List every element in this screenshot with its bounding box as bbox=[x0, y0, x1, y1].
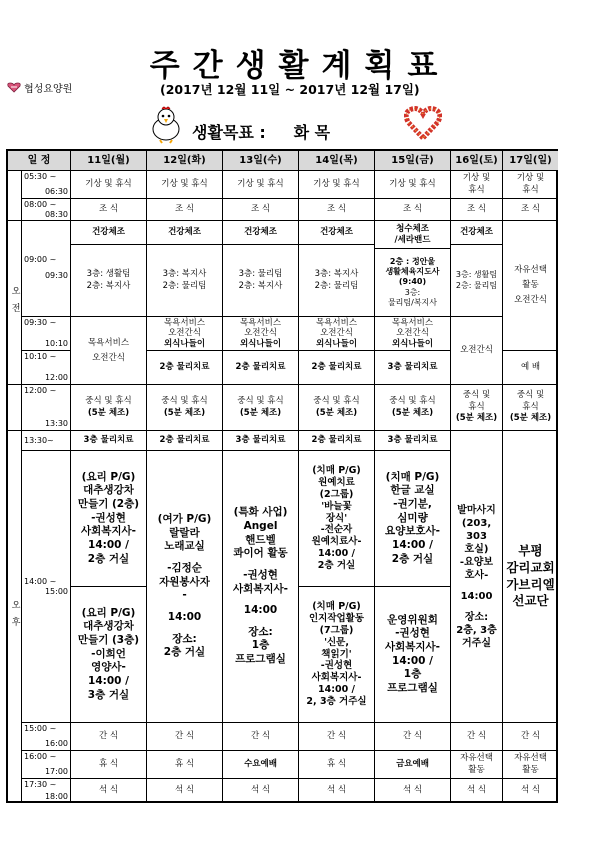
cell-service-wed: 목욕서비스 오전간식 외식나들이 bbox=[223, 317, 299, 351]
cell-snack-pm-sat: 간 식 bbox=[451, 723, 503, 751]
cell-exercise-detail-tue: 3층: 복지사 2층: 물리팀 bbox=[147, 245, 223, 317]
cell-program-fri-top: (치매 P/G) 한글 교실 -권기분, 심미량 요양보호사- 14:00 / 2층 거실 bbox=[375, 451, 451, 587]
cell-pt-am-thu: 2층 물리치료 bbox=[299, 351, 375, 385]
header-day-sun: 17일(일) bbox=[503, 151, 558, 171]
cell-worship-wed: 수요예배 bbox=[223, 751, 299, 779]
time-slot-1330: 13:30~ bbox=[22, 431, 71, 451]
cell-free-activity-sun: 자유선택 활동 bbox=[503, 751, 558, 779]
cell-exercise-title-tue: 건강체조 bbox=[147, 221, 223, 245]
cell-wake-tue: 기상 및 휴식 bbox=[147, 171, 223, 199]
weekly-schedule-table bbox=[6, 149, 558, 803]
cell-snack-tue: 간 식 bbox=[147, 723, 223, 751]
cell-snack-fri: 간 식 bbox=[375, 723, 451, 751]
cell-exercise-title-sat: 건강체조 bbox=[451, 221, 503, 245]
cell-pt-pm-wed: 3층 물리치료 bbox=[223, 431, 299, 451]
cell-program-sun: 부평 감리교회 가브리엘 선교단 bbox=[503, 431, 558, 723]
cell-dinner-thu: 석 식 bbox=[299, 779, 375, 803]
time-slot-1200: 12:00 ~ 13:30 bbox=[22, 385, 71, 431]
flower-heart-icon bbox=[404, 104, 442, 142]
cell-wake-wed: 기상 및 휴식 bbox=[223, 171, 299, 199]
cell-service-mon: 목욕서비스 오전간식 bbox=[71, 317, 147, 385]
cell-lunch-sat: 중식 및 휴식 (5분 체조) bbox=[451, 385, 503, 431]
cell-lunch-sun: 중식 및 휴식 (5분 체조) bbox=[503, 385, 558, 431]
cell-breakfast-sun: 조 식 bbox=[503, 199, 558, 221]
page-title: 주간생활계획표 bbox=[149, 48, 451, 84]
cell-pt-pm-tue: 2층 물리치료 bbox=[147, 431, 223, 451]
cell-pt-pm-mon: 3층 물리치료 bbox=[71, 431, 147, 451]
cell-lunch-tue: 중식 및 휴식 (5분 체조) bbox=[147, 385, 223, 431]
heart-logo-icon bbox=[7, 82, 21, 93]
cell-pt-pm-fri: 3층 물리치료 bbox=[375, 431, 451, 451]
cell-pt-pm-thu: 2층 물리치료 bbox=[299, 431, 375, 451]
cell-dinner-wed: 석 식 bbox=[223, 779, 299, 803]
center-name-text: 협성요양원 bbox=[24, 84, 73, 95]
cell-exercise-title-mon: 건강체조 bbox=[71, 221, 147, 245]
section-blank-top bbox=[8, 171, 22, 221]
cell-service-thu: 목욕서비스 오전간식 외식나들이 bbox=[299, 317, 375, 351]
cell-program-tue: (여가 P/G) 랄랄라 노래교실 -김정순 자원봉사자 - 14:00 장소: 2층 거실 bbox=[147, 451, 223, 723]
cell-breakfast-mon: 조 식 bbox=[71, 199, 147, 221]
time-slot-1500: 15:00 ~ 16:00 bbox=[22, 723, 71, 751]
cell-rest-thu: 휴 식 bbox=[299, 751, 375, 779]
header-day-sat: 16일(토) bbox=[451, 151, 503, 171]
cell-program-mon-top: (요리 P/G) 대추생강차 만들기 (2층) -권성현 사회복지사- 14:00 / 2층 거실 bbox=[71, 451, 147, 587]
cell-wake-sun: 기상 및 휴식 bbox=[503, 171, 558, 199]
cell-worship-sun: 예 배 bbox=[503, 351, 558, 385]
cell-exercise-detail-wed: 3층: 물리팀 2층: 복지사 bbox=[223, 245, 299, 317]
cell-wake-fri: 기상 및 휴식 bbox=[375, 171, 451, 199]
cell-dinner-tue: 석 식 bbox=[147, 779, 223, 803]
cell-breakfast-sat: 조 식 bbox=[451, 199, 503, 221]
cell-snack-thu: 간 식 bbox=[299, 723, 375, 751]
cell-exercise-title-wed: 건강체조 bbox=[223, 221, 299, 245]
cell-snack-sat: 오전간식 bbox=[451, 317, 503, 385]
header-day-wed: 13일(수) bbox=[223, 151, 299, 171]
cell-breakfast-thu: 조 식 bbox=[299, 199, 375, 221]
header-day-tue: 12일(화) bbox=[147, 151, 223, 171]
cell-wake-mon: 기상 및 휴식 bbox=[71, 171, 147, 199]
cell-breakfast-fri: 조 식 bbox=[375, 199, 451, 221]
time-slot-0900: 09:00 ~ 09:30 bbox=[22, 221, 71, 317]
cell-pt-am-fri: 3층 물리치료 bbox=[375, 351, 451, 385]
cell-program-fri-bottom: 운영위원회 -권성현 사회복지사- 14:00 / 1층 프로그램실 bbox=[375, 587, 451, 723]
cell-snack-wed: 간 식 bbox=[223, 723, 299, 751]
cell-program-sat: 발마사지 (203, 303 호실) -요양보 호사- 14:00 장소: 2층, 3층 거주실 bbox=[451, 431, 503, 723]
life-goal bbox=[192, 120, 330, 143]
goal-label: 생활목표 : bbox=[192, 123, 266, 142]
cell-breakfast-wed: 조 식 bbox=[223, 199, 299, 221]
cell-free-activity-sat: 자유선택 활동 bbox=[451, 751, 503, 779]
cell-worship-fri: 금요예배 bbox=[375, 751, 451, 779]
cell-snack-mon: 간 식 bbox=[71, 723, 147, 751]
cell-exercise-detail-sat: 3층: 생활팀 2층: 물리팀 bbox=[451, 245, 503, 317]
cell-breakfast-tue: 조 식 bbox=[147, 199, 223, 221]
cell-pt-am-tue: 2층 물리치료 bbox=[147, 351, 223, 385]
cell-rest-mon: 휴 식 bbox=[71, 751, 147, 779]
section-morning bbox=[8, 221, 22, 385]
cell-exercise-detail-fri: 2층 : 정안울 생활체육지도사 (9:40) 3층: 물리팀/복지사 bbox=[375, 249, 451, 317]
time-slot-0930: 09:30 ~ 10:10 bbox=[22, 317, 71, 351]
cell-exercise-detail-mon: 3층: 생활팀 2층: 복지사 bbox=[71, 245, 147, 317]
cell-pt-am-wed: 2층 물리치료 bbox=[223, 351, 299, 385]
time-slot-1010: 10:10 ~ 12:00 bbox=[22, 351, 71, 385]
date-range: (2017년 12월 11일 ~ 2017년 12월 17일) bbox=[160, 82, 420, 97]
header-day-thu: 14일(목) bbox=[299, 151, 375, 171]
cell-dinner-mon: 석 식 bbox=[71, 779, 147, 803]
cell-exercise-title-fri: 청수체조 /세라밴드 bbox=[375, 221, 451, 249]
header-schedule: 일 정 bbox=[8, 151, 71, 171]
goal-value: 화 목 bbox=[293, 123, 331, 142]
cell-program-thu-bottom: (치매 P/G) 인지작업활동 (7그룹) '신문, 책읽기' -권성현 사회복지사- 14:00 / 2, 3층 거주실 bbox=[299, 587, 375, 723]
cell-dinner-sat: 석 식 bbox=[451, 779, 503, 803]
cell-rest-tue: 휴 식 bbox=[147, 751, 223, 779]
cell-snack-sun: 간 식 bbox=[503, 723, 558, 751]
cell-program-mon-bottom: (요리 P/G) 대추생강차 만들기 (3층) -이희언 영양사- 14:00 / 3층 거실 bbox=[71, 587, 147, 723]
cell-program-wed: (특화 사업) Angel 핸드벨 콰이어 활동 -권성현 사회복지사- 14:00 장소: 1층 프로그램실 bbox=[223, 451, 299, 723]
chicken-icon bbox=[146, 104, 186, 144]
time-slot-1730: 17:30 ~ 18:00 bbox=[22, 779, 71, 803]
cell-service-tue: 목욕서비스 오전간식 외식나들이 bbox=[147, 317, 223, 351]
time-slot-1400: 14:00 ~ 15:00 bbox=[22, 451, 71, 723]
cell-dinner-fri: 석 식 bbox=[375, 779, 451, 803]
header-day-mon: 11일(월) bbox=[71, 151, 147, 171]
cell-sunday-morning: 자유선택 활동 오전간식 bbox=[503, 221, 558, 351]
cell-lunch-mon: 중식 및 휴식 (5분 체조) bbox=[71, 385, 147, 431]
cell-service-fri: 목욕서비스 오전간식 외식나들이 bbox=[375, 317, 451, 351]
cell-wake-thu: 기상 및 휴식 bbox=[299, 171, 375, 199]
cell-lunch-fri: 중식 및 휴식 (5분 체조) bbox=[375, 385, 451, 431]
section-blank-mid bbox=[8, 385, 22, 431]
section-afternoon-label: 오후 bbox=[9, 600, 20, 634]
section-afternoon bbox=[8, 431, 22, 803]
cell-wake-sat: 기상 및 휴식 bbox=[451, 171, 503, 199]
time-slot-0530: 05:30 ~ 06:30 bbox=[22, 171, 71, 199]
cell-program-thu-top: (치매 P/G) 원예치료 (2그룹) '바늘꽃 장식' -전순자 원예치료사- 14:00 / 2층 거실 bbox=[299, 451, 375, 587]
time-slot-0800: 08:00 ~ 08:30 bbox=[22, 199, 71, 221]
header-day-fri: 15일(금) bbox=[375, 151, 451, 171]
section-morning-label: 오전 bbox=[9, 285, 20, 320]
time-slot-1600: 16:00 ~ 17:00 bbox=[22, 751, 71, 779]
cell-exercise-detail-thu: 3층: 복지사 2층: 물리팀 bbox=[299, 245, 375, 317]
cell-lunch-thu: 중식 및 휴식 (5분 체조) bbox=[299, 385, 375, 431]
cell-dinner-sun: 석 식 bbox=[520, 785, 541, 796]
cell-exercise-title-thu: 건강체조 bbox=[299, 221, 375, 245]
center-name bbox=[7, 80, 72, 95]
cell-lunch-wed: 중식 및 휴식 (5분 체조) bbox=[223, 385, 299, 431]
